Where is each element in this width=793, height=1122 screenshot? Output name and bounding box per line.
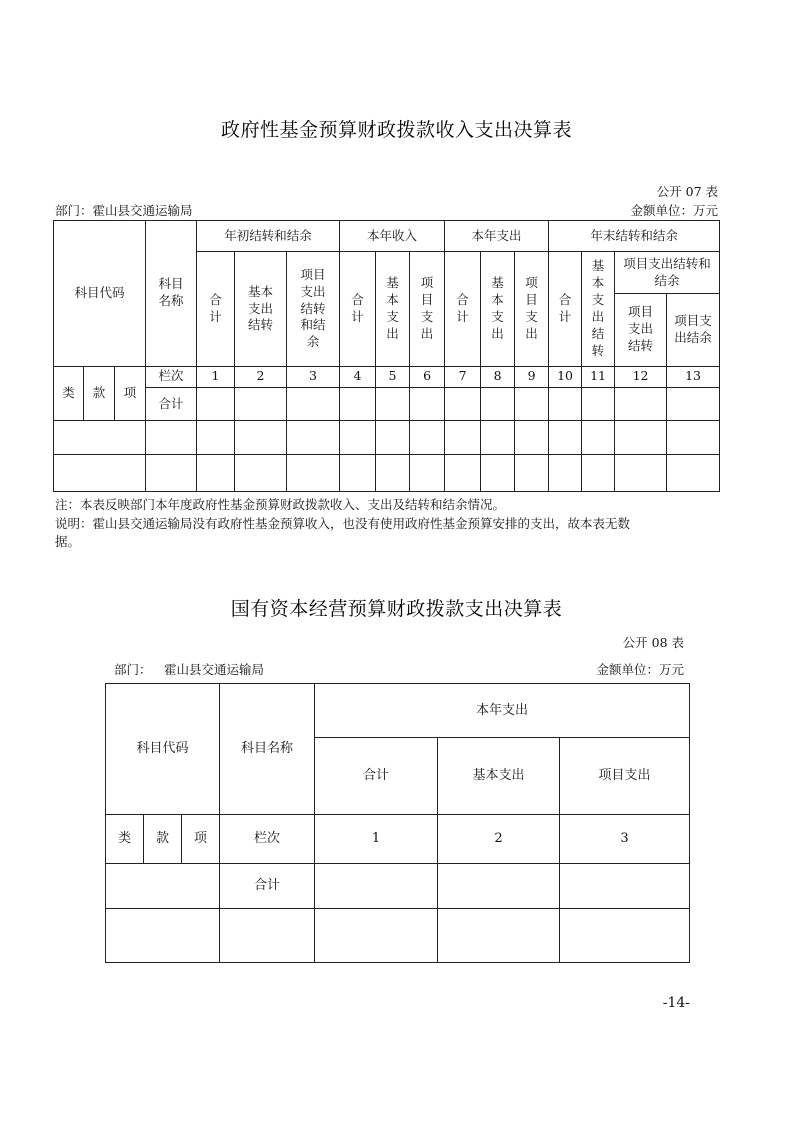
- table-cell: [560, 864, 690, 909]
- column-number: 2: [235, 366, 287, 387]
- column-number: 7: [445, 366, 481, 387]
- table-cell: [481, 421, 515, 454]
- end-project-balance-header: 项目支出结余: [667, 293, 720, 366]
- table1-title: 政府性基金预算财政拨款收入支出决算表: [220, 119, 572, 141]
- column-number: 3: [287, 366, 340, 387]
- expense-total-header: 合计: [315, 738, 438, 815]
- lei-header: 类: [54, 366, 84, 421]
- column-number: 3: [560, 815, 690, 864]
- form-number-07: 公开 07 表: [656, 184, 718, 199]
- income-basic-header: 基本支出: [376, 252, 410, 366]
- table-cell: [549, 454, 582, 491]
- table-cell: [667, 454, 720, 491]
- table-cell: [146, 454, 197, 491]
- end-balance-group-header: 年末结转和结余: [549, 221, 720, 252]
- table-cell: [481, 454, 515, 491]
- expense-total-header: 合计: [445, 252, 481, 366]
- column-number: 9: [515, 366, 549, 387]
- end-basic-carry-header: 基本支出结转: [582, 252, 615, 366]
- column-number: 1: [315, 815, 438, 864]
- lanci-label: 栏次: [146, 366, 197, 387]
- table-cell: [515, 454, 549, 491]
- total-row-label: 合计: [220, 864, 315, 909]
- amount-unit-label: 金额单位：万元: [630, 203, 718, 218]
- table-cell: [287, 454, 340, 491]
- table-cell: [481, 387, 515, 420]
- table-cell: [54, 454, 146, 491]
- table-cell: [235, 454, 287, 491]
- table-cell: [287, 421, 340, 454]
- department-label: 部门：: [114, 662, 152, 677]
- table-cell: [549, 421, 582, 454]
- table-row: [54, 421, 720, 454]
- kuan-header: 款: [144, 815, 182, 864]
- column-number: 6: [410, 366, 445, 387]
- column-number: 2: [438, 815, 560, 864]
- expense-group-header: 本年支出: [315, 684, 690, 738]
- end-project-group-header: 项目支出结转和结余: [615, 252, 720, 293]
- subject-code-header: 科目代码: [106, 684, 220, 815]
- begin-balance-group-header: 年初结转和结余: [197, 221, 340, 252]
- table-cell: [376, 454, 410, 491]
- page-number: -14-: [662, 995, 690, 1011]
- table-cell: [582, 421, 615, 454]
- table-cell: [106, 909, 220, 963]
- begin-basic-carry-header: 基本支出结转: [235, 252, 287, 366]
- column-number: 4: [340, 366, 376, 387]
- begin-total-header: 合计: [197, 252, 235, 366]
- table-cell: [340, 454, 376, 491]
- state-capital-budget-table: [105, 683, 690, 963]
- table-cell: [667, 421, 720, 454]
- form-number-08: 公开 08 表: [622, 635, 684, 650]
- expense-basic-header: 基本支出: [438, 738, 560, 815]
- column-number: 11: [582, 366, 615, 387]
- table-cell: [615, 387, 667, 420]
- column-number: 12: [615, 366, 667, 387]
- table-cell: [549, 387, 582, 420]
- table-cell: [438, 864, 560, 909]
- lei-header: 类: [106, 815, 144, 864]
- table-cell: [376, 387, 410, 420]
- kuan-header: 款: [84, 366, 115, 421]
- subject-name-header: 科目名称: [220, 684, 315, 815]
- income-project-header: 项目支出: [410, 252, 445, 366]
- table-cell: [235, 421, 287, 454]
- table-cell: [438, 909, 560, 963]
- amount-unit-label: 金额单位：万元: [596, 662, 684, 677]
- table2-title: 国有资本经营预算财政拨款支出决算表: [230, 598, 563, 620]
- table-cell: [106, 864, 220, 909]
- table-cell: [582, 454, 615, 491]
- end-total-header: 合计: [549, 252, 582, 366]
- column-number: 13: [667, 366, 720, 387]
- table-cell: [615, 454, 667, 491]
- xiang-header: 项: [182, 815, 220, 864]
- table-cell: [315, 864, 438, 909]
- expense-project-header: 项目支出: [560, 738, 690, 815]
- table-cell: [197, 387, 235, 420]
- table-cell: [340, 387, 376, 420]
- income-total-header: 合计: [340, 252, 376, 366]
- table1-explanation: 说明：霍山县交通运输局没有政府性基金预算收入，也没有使用政府性基金预算安排的支出，故本表无数: [55, 516, 631, 531]
- expense-basic-header: 基本支出: [481, 252, 515, 366]
- table-row: [106, 909, 690, 963]
- table-cell: [340, 421, 376, 454]
- end-project-carry-header: 项目支出结转: [615, 293, 667, 366]
- table-cell: [235, 387, 287, 420]
- column-number: 5: [376, 366, 410, 387]
- table-cell: [445, 454, 481, 491]
- table-cell: [410, 387, 445, 420]
- table-cell: [615, 421, 667, 454]
- table-cell: [410, 421, 445, 454]
- table-cell: [146, 421, 197, 454]
- table-cell: [315, 909, 438, 963]
- table-cell: [445, 421, 481, 454]
- column-number: 10: [549, 366, 582, 387]
- table-cell: [376, 421, 410, 454]
- column-number: 8: [481, 366, 515, 387]
- table-cell: [515, 421, 549, 454]
- table-cell: [582, 387, 615, 420]
- table-cell: [54, 421, 146, 454]
- table1-note: 注：本表反映部门本年度政府性基金预算财政拨款收入、支出及结转和结余情况。: [55, 497, 506, 512]
- table-cell: [560, 909, 690, 963]
- lanci-label: 栏次: [220, 815, 315, 864]
- table-cell: [410, 454, 445, 491]
- begin-project-carry-header: 项目支出结转和结余: [287, 252, 340, 366]
- xiang-header: 项: [115, 366, 146, 421]
- subject-code-header: 科目代码: [54, 221, 146, 367]
- income-group-header: 本年收入: [340, 221, 445, 252]
- department-name: 霍山县交通运输局: [164, 662, 265, 677]
- table-cell: [197, 454, 235, 491]
- government-fund-budget-table: [53, 220, 720, 492]
- column-number: 1: [197, 366, 235, 387]
- table1-explanation-cont: 据。: [55, 534, 81, 549]
- table-cell: [445, 387, 481, 420]
- table-cell: [287, 387, 340, 420]
- department-label: 部门：霍山县交通运输局: [55, 203, 193, 218]
- expense-project-header: 项目支出: [515, 252, 549, 366]
- table-cell: [515, 387, 549, 420]
- table-cell: [197, 421, 235, 454]
- expense-group-header: 本年支出: [445, 221, 549, 252]
- table-cell: [667, 387, 720, 420]
- table-cell: [220, 909, 315, 963]
- total-row-label: 合计: [146, 387, 197, 420]
- table-row: [54, 454, 720, 491]
- subject-name-header: 科目名称: [146, 221, 197, 367]
